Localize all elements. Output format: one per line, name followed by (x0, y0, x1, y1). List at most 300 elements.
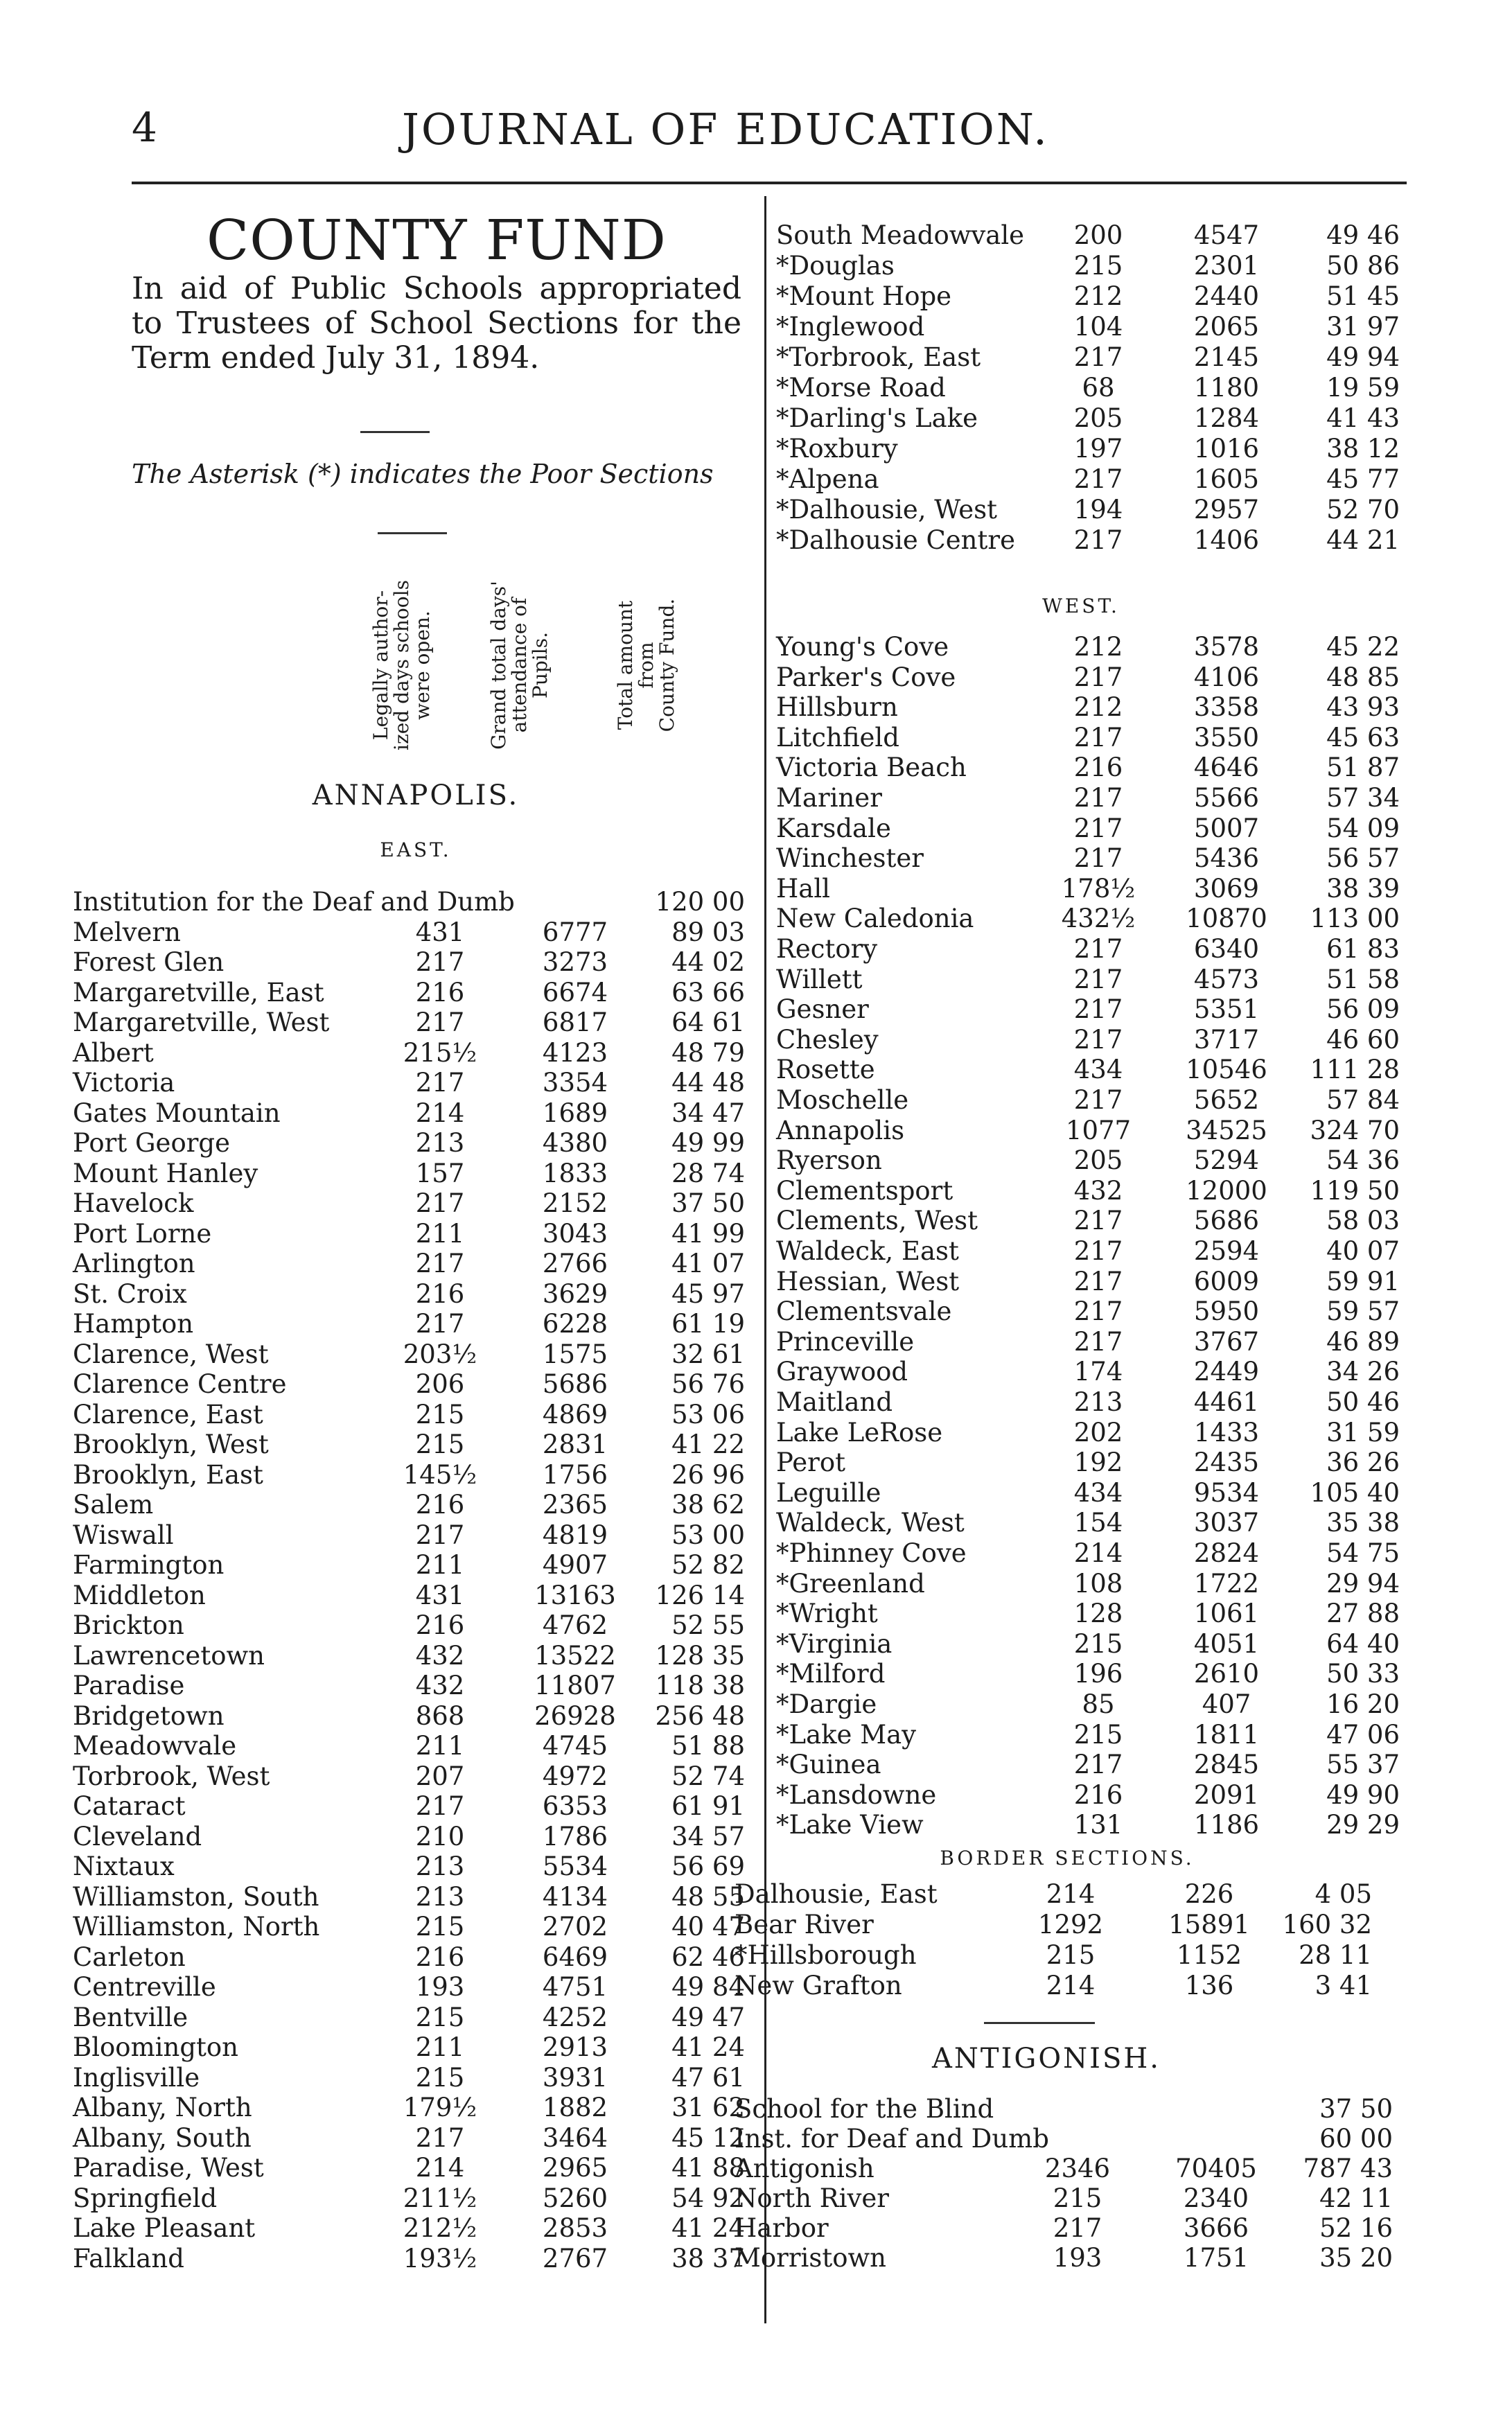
amount-value: 52 74 (671, 1761, 745, 1791)
school-section-name: Clarence Centre (73, 1369, 287, 1399)
table-row (776, 904, 1400, 934)
school-section-name: New Grafton (735, 1971, 902, 2000)
days-open-value: 215 (415, 1399, 465, 1430)
school-section-name: Mount Hanley (73, 1158, 258, 1188)
school-section-name: *Dalhousie, West (776, 495, 997, 525)
days-open-value: 214 (1046, 1971, 1096, 2000)
school-section-name: *Virginia (776, 1628, 893, 1659)
amount-value: 16 20 (1326, 1689, 1400, 1719)
school-section-name: *Milford (776, 1659, 886, 1689)
table-row (73, 1640, 745, 1671)
school-section-name: Winchester (776, 843, 924, 874)
attendance-value: 3767 (1193, 1326, 1260, 1357)
days-open-value: 207 (415, 1761, 465, 1791)
school-section-name: *Lake View (776, 1810, 924, 1840)
school-section-name: *Greenland (776, 1568, 925, 1599)
school-section-name: Gesner (776, 994, 869, 1025)
attendance-value: 1756 (542, 1459, 608, 1490)
amount-value: 34 57 (671, 1821, 745, 1851)
days-open-value: 217 (1073, 1750, 1123, 1780)
school-section-name: Waldeck, West (776, 1508, 965, 1538)
table-row (73, 1399, 745, 1430)
table-row (73, 1520, 745, 1551)
days-open-value: 432 (415, 1671, 465, 1700)
days-open-value: 217 (1073, 1206, 1123, 1236)
amount-value: 60 00 (1319, 2124, 1393, 2154)
days-open-value: 128 (1073, 1599, 1123, 1629)
table-row (73, 1700, 745, 1732)
school-section-name: Leguille (776, 1477, 881, 1508)
amount-value: 49 47 (671, 2002, 745, 2032)
days-open-value: 178½ (1061, 873, 1136, 904)
amount-value: 48 85 (1326, 662, 1400, 692)
school-section-name: Moschelle (776, 1085, 909, 1115)
school-section-name: Bentville (73, 2002, 188, 2032)
school-section-name: Farmington (73, 1550, 225, 1580)
amount-value: 41 24 (671, 2213, 745, 2243)
attendance-value: 1180 (1193, 373, 1260, 403)
school-section-name: *Lake May (776, 1719, 917, 1750)
attendance-value: 6353 (542, 1791, 608, 1821)
school-section-name: *Wright (776, 1599, 878, 1629)
table-row (776, 220, 1400, 251)
school-section-name: Victoria (73, 1068, 175, 1098)
days-open-value: 215 (1053, 2183, 1102, 2213)
table-row (73, 1580, 745, 1611)
days-open-value: 217 (1073, 783, 1123, 813)
table-row (73, 1972, 745, 2003)
school-section-name: Clementsvale (776, 1296, 952, 1327)
amount-value: 19 59 (1326, 373, 1400, 403)
amount-value: 31 62 (671, 2093, 745, 2122)
amount-value: 53 06 (671, 1399, 745, 1430)
section-rule (984, 2022, 1095, 2024)
attendance-value: 9534 (1193, 1477, 1260, 1508)
attendance-value: 1186 (1193, 1810, 1260, 1840)
amount-value: 37 50 (1319, 2094, 1393, 2124)
amount-value: 32 61 (671, 1339, 745, 1369)
attendance-value: 2702 (542, 1912, 608, 1942)
attendance-value: 5294 (1193, 1145, 1260, 1176)
school-section-name: Chesley (776, 1024, 879, 1055)
days-open-value: 211 (415, 2032, 465, 2062)
amount-value: 49 84 (671, 1972, 745, 2002)
school-section-name: *Darling's Lake (776, 403, 978, 433)
attendance-value: 4380 (542, 1128, 608, 1158)
amount-value: 38 39 (1326, 873, 1400, 904)
amount-value: 28 74 (671, 1158, 745, 1188)
school-section-name: Clarence, East (73, 1399, 263, 1430)
table-row (776, 464, 1400, 495)
amount-value: 61 91 (671, 1791, 745, 1821)
table-row (776, 251, 1400, 281)
days-open-value: 196 (1073, 1659, 1123, 1689)
table-row (73, 1731, 745, 1761)
table-row (776, 874, 1400, 904)
top-rule (132, 182, 1407, 184)
table-row (776, 1599, 1400, 1629)
amount-value: 59 91 (1326, 1266, 1400, 1296)
school-section-name: Brooklyn, East (73, 1459, 263, 1490)
note-rule (378, 532, 447, 534)
days-open-value: 108 (1073, 1568, 1123, 1599)
school-section-name: Forest Glen (73, 947, 225, 977)
table-row (735, 1910, 1386, 1940)
days-open-value: 213 (415, 1851, 465, 1881)
days-open-value: 216 (415, 1610, 465, 1640)
amount-value: 45 97 (671, 1278, 745, 1309)
table-row (776, 1085, 1400, 1116)
attendance-value: 4762 (542, 1610, 608, 1640)
school-section-name: Morristown (735, 2243, 887, 2273)
table-row (73, 1128, 745, 1159)
attendance-value: 5950 (1193, 1296, 1260, 1327)
amount-value: 47 06 (1326, 1719, 1400, 1750)
table-row (735, 2124, 1400, 2154)
amount-value: 51 58 (1326, 964, 1400, 994)
attendance-value: 226 (1184, 1879, 1234, 1909)
amount-value: 31 59 (1326, 1417, 1400, 1448)
amount-value: 44 21 (1326, 525, 1400, 555)
table-row (776, 312, 1400, 342)
amount-value: 113 00 (1310, 904, 1400, 934)
amount-value: 58 03 (1326, 1206, 1400, 1236)
school-section-name: Hampton (73, 1309, 194, 1339)
days-open-value: 217 (1073, 934, 1123, 964)
attendance-value: 5007 (1193, 813, 1260, 843)
days-open-value: 212 (1073, 692, 1123, 723)
amount-value: 89 03 (671, 917, 745, 947)
amount-value: 54 75 (1326, 1538, 1400, 1568)
attendance-value: 4751 (542, 1972, 608, 2002)
table-row (73, 1761, 745, 1792)
days-open-value: 1292 (1037, 1910, 1104, 1939)
amount-value: 36 26 (1326, 1448, 1400, 1478)
amount-value: 52 82 (671, 1550, 745, 1580)
attendance-value: 3358 (1193, 692, 1260, 723)
days-open-value: 216 (1073, 753, 1123, 783)
days-open-value: 104 (1073, 312, 1123, 342)
table-row (73, 1158, 745, 1189)
days-open-value: 213 (415, 1881, 465, 1912)
amount-value: 34 47 (671, 1098, 745, 1128)
column-header-amount-wrap (614, 554, 692, 776)
attendance-value: 70405 (1175, 2154, 1257, 2183)
attendance-value: 1575 (542, 1339, 608, 1369)
amount-value: 50 46 (1326, 1387, 1400, 1417)
school-section-name: Port Lorne (73, 1218, 212, 1249)
days-open-value: 214 (415, 2153, 465, 2183)
attendance-value: 3717 (1193, 1024, 1260, 1055)
days-open-value: 217 (1073, 722, 1123, 753)
days-open-value: 217 (415, 1249, 465, 1278)
amount-value: 34 26 (1326, 1357, 1400, 1387)
table-row (73, 2002, 745, 2033)
days-open-value: 216 (415, 1278, 465, 1309)
table-row (776, 1267, 1400, 1297)
table-row (73, 2213, 745, 2244)
days-open-value: 174 (1073, 1357, 1123, 1387)
attendance-value: 2301 (1193, 251, 1260, 281)
attendance-value: 1833 (542, 1158, 608, 1188)
table-row (735, 2243, 1400, 2273)
amount-value: 256 48 (655, 1700, 745, 1731)
school-section-name: Middleton (73, 1580, 206, 1610)
days-open-value: 213 (1073, 1387, 1123, 1417)
school-section-name: Lake Pleasant (73, 2213, 256, 2243)
school-section-name: *Dargie (776, 1689, 877, 1719)
amount-value: 49 94 (1326, 342, 1400, 372)
days-open-value: 215 (1073, 1719, 1123, 1750)
school-section-name: Melvern (73, 917, 181, 947)
school-section-name: *Phinney Cove (776, 1538, 967, 1568)
attendance-value: 2831 (542, 1430, 608, 1459)
amount-value: 111 28 (1310, 1055, 1400, 1085)
days-open-value: 217 (1073, 525, 1123, 555)
school-section-name: Karsdale (776, 813, 891, 843)
days-open-value: 217 (415, 2122, 465, 2153)
attendance-value: 2965 (542, 2153, 608, 2183)
attendance-value: 34525 (1186, 1115, 1267, 1145)
amount-value: 63 66 (671, 977, 745, 1008)
school-section-name: Bridgetown (73, 1700, 225, 1731)
days-open-value: 217 (415, 1008, 465, 1037)
table-row (776, 1176, 1400, 1206)
attendance-value: 2340 (1183, 2183, 1249, 2213)
days-open-value: 217 (1073, 464, 1123, 494)
days-open-value: 217 (1073, 1266, 1123, 1296)
school-section-name: Parker's Cove (776, 662, 956, 692)
table-row (776, 495, 1400, 525)
table-row (776, 1387, 1400, 1418)
table-row (776, 965, 1400, 995)
school-section-name: Clementsport (776, 1175, 953, 1206)
school-section-name: *Morse Road (776, 373, 946, 403)
school-section-name: Lake LeRose (776, 1417, 943, 1448)
table-row (73, 1881, 745, 1912)
amount-value: 787 43 (1303, 2154, 1393, 2183)
days-open-value: 217 (1073, 994, 1123, 1025)
school-section-name: Albert (73, 1037, 154, 1068)
attendance-value: 5260 (542, 2183, 608, 2213)
school-section-name: Paradise, West (73, 2153, 264, 2183)
amount-value: 45 63 (1326, 722, 1400, 753)
table-row (73, 1339, 745, 1370)
attendance-value: 3931 (542, 2062, 608, 2093)
county-heading-antigonish: ANTIGONISH. (932, 2043, 1161, 2075)
table-row (776, 753, 1400, 783)
school-section-name: Graywood (776, 1357, 908, 1387)
school-section-name: Paradise (73, 1671, 185, 1700)
amount-value: 56 76 (671, 1369, 745, 1399)
attendance-value: 4972 (542, 1761, 608, 1791)
school-section-name: *Roxbury (776, 434, 898, 464)
school-section-name: Annapolis (776, 1115, 905, 1145)
table-row (735, 2094, 1400, 2125)
table-row (73, 2183, 745, 2214)
table-row (735, 2183, 1400, 2214)
attendance-value: 4646 (1193, 753, 1260, 783)
school-section-name: Rosette (776, 1055, 875, 1085)
attendance-value: 2913 (542, 2032, 608, 2062)
attendance-value: 2853 (542, 2213, 608, 2243)
school-section-name: *Torbrook, East (776, 342, 981, 372)
amount-value: 49 90 (1326, 1779, 1400, 1810)
days-open-value: 212 (1073, 632, 1123, 662)
days-open-value: 216 (415, 1942, 465, 1972)
amount-value: 41 43 (1326, 403, 1400, 433)
amount-value: 64 61 (671, 1008, 745, 1037)
table-row (73, 1610, 745, 1641)
table-row (73, 1098, 745, 1129)
days-open-value: 217 (1073, 813, 1123, 843)
attendance-value: 5436 (1193, 843, 1260, 874)
days-open-value: 217 (415, 1309, 465, 1339)
days-open-value: 214 (1073, 1538, 1123, 1568)
attendance-value: 1284 (1193, 403, 1260, 433)
attendance-value: 6340 (1193, 934, 1260, 964)
school-section-name: Mariner (776, 783, 882, 813)
table-row (776, 1236, 1400, 1267)
attendance-value: 3069 (1193, 873, 1260, 904)
table-row (776, 403, 1400, 434)
amount-value: 105 40 (1310, 1477, 1400, 1508)
table-row (73, 947, 745, 978)
amount-value: 44 48 (671, 1068, 745, 1098)
table-row (776, 1448, 1400, 1478)
days-open-value: 217 (1053, 2213, 1102, 2243)
days-open-value: 217 (415, 947, 465, 977)
amount-value: 38 37 (671, 2243, 745, 2273)
amount-value: 45 22 (1326, 632, 1400, 662)
attendance-value: 5534 (542, 1851, 608, 1881)
amount-value: 46 89 (1326, 1326, 1400, 1357)
days-open-value: 202 (1073, 1417, 1123, 1448)
school-section-name: Inst. for Deaf and Dumb (735, 2124, 1049, 2154)
attendance-value: 3043 (542, 1218, 608, 1249)
school-section-name: Institution for the Deaf and Dumb (73, 887, 515, 917)
attendance-value: 1811 (1193, 1719, 1260, 1750)
table-row (776, 1025, 1400, 1055)
table-row (776, 813, 1400, 844)
attendance-value: 10546 (1186, 1055, 1267, 1085)
table-row (73, 2032, 745, 2063)
attendance-value: 1689 (542, 1098, 608, 1128)
attendance-value: 6777 (542, 917, 608, 947)
attendance-value: 3629 (542, 1278, 608, 1309)
amount-value: 54 92 (671, 2183, 745, 2213)
amount-value: 53 00 (671, 1520, 745, 1550)
table-row (776, 994, 1400, 1025)
amount-value: 41 24 (671, 2032, 745, 2062)
table-row (73, 1278, 745, 1310)
table-row (776, 1145, 1400, 1176)
school-section-name: *Inglewood (776, 312, 925, 342)
attendance-value: 5686 (1193, 1206, 1260, 1236)
days-open-value: 194 (1073, 495, 1123, 525)
school-section-name: *Douglas (776, 251, 895, 281)
table-row (73, 2243, 745, 2274)
table-row (73, 1218, 745, 1249)
days-open-value: 203½ (403, 1339, 477, 1369)
school-section-name: Harbor (735, 2213, 829, 2243)
attendance-value: 2610 (1193, 1659, 1260, 1689)
amount-value: 29 94 (1326, 1568, 1400, 1599)
days-open-value: 85 (1082, 1689, 1115, 1719)
table-row (776, 1357, 1400, 1387)
attendance-value: 2091 (1193, 1779, 1260, 1810)
school-section-name: Cataract (73, 1791, 186, 1821)
attendance-value: 2594 (1193, 1236, 1260, 1266)
table-row (73, 1369, 745, 1400)
days-open-value: 215 (1073, 251, 1123, 281)
column-divider (764, 196, 766, 2323)
amount-value: 51 87 (1326, 753, 1400, 783)
school-section-name: Albany, North (73, 2093, 252, 2122)
days-open-value: 211 (415, 1218, 465, 1249)
school-section-name: *Alpena (776, 464, 879, 494)
school-section-name: Willett (776, 964, 863, 994)
table-row (776, 1538, 1400, 1569)
amount-value: 120 00 (655, 887, 745, 917)
amount-value: 28 11 (1299, 1940, 1372, 1970)
attendance-value: 1016 (1193, 434, 1260, 464)
attendance-value: 2365 (542, 1490, 608, 1520)
subhead-west: WEST. (1042, 595, 1120, 617)
amount-value: 50 33 (1326, 1659, 1400, 1689)
table-row (73, 1459, 745, 1490)
table-row (776, 281, 1400, 312)
amount-value: 41 22 (671, 1430, 745, 1459)
days-open-value: 431 (415, 1580, 465, 1610)
table-row (776, 1478, 1400, 1508)
amount-value: 61 83 (1326, 934, 1400, 964)
table-row (73, 1309, 745, 1339)
days-open-value: 211 (415, 1550, 465, 1580)
intro-paragraph: In aid of Public Schools appropriated to Trustees of School Sections for the Term ended July 31, 1894. (132, 271, 741, 376)
attendance-value: 13163 (534, 1580, 616, 1610)
days-open-value: 217 (415, 1520, 465, 1550)
days-open-value: 215½ (403, 1037, 477, 1068)
table-row (73, 1851, 745, 1882)
amount-value: 56 69 (671, 1851, 745, 1881)
days-open-value: 131 (1073, 1810, 1123, 1840)
school-section-name: *Dalhousie Centre (776, 525, 1015, 555)
table-row (73, 1942, 745, 1973)
amount-value: 48 55 (671, 1881, 745, 1912)
school-section-name: *Mount Hope (776, 281, 952, 311)
school-section-name: *Lansdowne (776, 1779, 937, 1810)
school-section-name: Ryerson (776, 1145, 882, 1176)
attendance-value: 3550 (1193, 722, 1260, 753)
attendance-value: 4252 (542, 2002, 608, 2032)
table-row (73, 1791, 745, 1822)
attendance-value: 1433 (1193, 1417, 1260, 1448)
attendance-value: 2440 (1193, 281, 1260, 311)
school-section-name: Carleton (73, 1942, 186, 1972)
school-section-name: Litchfield (776, 722, 899, 753)
days-open-value: 434 (1073, 1055, 1123, 1085)
attendance-value: 2845 (1193, 1750, 1260, 1780)
amount-value: 35 20 (1319, 2243, 1393, 2273)
subhead-east: EAST. (380, 838, 452, 861)
school-section-name: Hillsburn (776, 692, 898, 723)
attendance-value: 13522 (534, 1640, 616, 1671)
school-section-name: Gates Mountain (73, 1098, 281, 1128)
attendance-value: 4461 (1193, 1387, 1260, 1417)
amount-value: 44 02 (671, 947, 745, 977)
school-section-name: Centreville (73, 1972, 216, 2002)
